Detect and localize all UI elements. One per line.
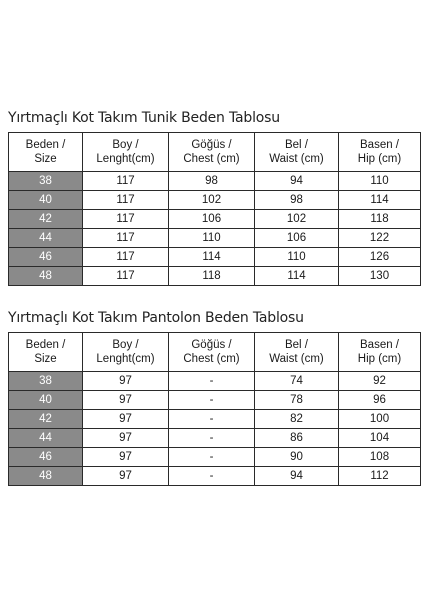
pantolon-header-hip <box>339 333 421 372</box>
pantolon-cell-size: 44 <box>9 429 83 448</box>
table-row <box>9 267 421 286</box>
tunik-header-hip-line: Basen / <box>360 139 399 151</box>
pantolon-header-hip-line: Hip (cm) <box>357 353 402 365</box>
tunik-header-hip-line: Hip (cm) <box>357 153 402 165</box>
tunik-cell-length: 117 <box>83 267 169 286</box>
tunik-cell-waist: 110 <box>255 248 339 267</box>
pantolon-cell-size: 48 <box>9 467 83 486</box>
tunik-cell-length: 117 <box>83 191 169 210</box>
pantolon-header-chest <box>169 333 255 372</box>
tunik-header-length-line: Lenght(cm) <box>96 153 155 165</box>
pantolon-size-table <box>8 332 421 486</box>
pantolon-cell-size: 46 <box>9 448 83 467</box>
pantolon-cell-length: 97 <box>83 467 169 486</box>
pantolon-cell-waist: 74 <box>255 372 339 391</box>
pantolon-cell-length: 97 <box>83 429 169 448</box>
pantolon-cell-length: 97 <box>83 372 169 391</box>
tunik-header-chest-line: Chest (cm) <box>183 153 240 165</box>
tunik-cell-waist: 94 <box>255 172 339 191</box>
pantolon-cell-chest: - <box>169 372 255 391</box>
pantolon-header-row <box>9 333 421 372</box>
tunik-cell-size: 48 <box>9 267 83 286</box>
tunik-table-body <box>9 172 421 286</box>
tunik-cell-waist: 98 <box>255 191 339 210</box>
tunik-header-waist-line: Waist (cm) <box>269 153 324 165</box>
pantolon-header-waist-line: Waist (cm) <box>269 353 324 365</box>
pantolon-header-size-line: Size <box>34 353 57 365</box>
tunik-cell-chest: 106 <box>169 210 255 229</box>
pantolon-cell-chest: - <box>169 429 255 448</box>
pantolon-cell-hip: 112 <box>339 467 421 486</box>
pantolon-header-waist-line: Bel / <box>284 339 308 351</box>
tunik-cell-chest: 114 <box>169 248 255 267</box>
tunik-header-chest <box>169 133 255 172</box>
pantolon-cell-chest: - <box>169 467 255 486</box>
pantolon-cell-waist: 86 <box>255 429 339 448</box>
tunik-header-length-line: Boy / <box>112 139 139 151</box>
pantolon-cell-hip: 104 <box>339 429 421 448</box>
tunik-cell-hip: 130 <box>339 267 421 286</box>
table-row <box>9 210 421 229</box>
tunik-header-waist <box>255 133 339 172</box>
pantolon-table-body <box>9 372 421 486</box>
tunik-cell-hip: 114 <box>339 191 421 210</box>
tunik-header-size-line: Beden / <box>25 139 66 151</box>
table-row <box>9 172 421 191</box>
pantolon-cell-size: 40 <box>9 391 83 410</box>
table-row <box>9 229 421 248</box>
pantolon-header-hip-line: Basen / <box>360 339 399 351</box>
table-row <box>9 248 421 267</box>
tunik-header-length <box>83 133 169 172</box>
pantolon-header-chest-line: Göğüs / <box>191 339 232 351</box>
table-row <box>9 372 421 391</box>
pantolon-cell-size: 42 <box>9 410 83 429</box>
tunik-cell-chest: 110 <box>169 229 255 248</box>
table-row <box>9 467 421 486</box>
pantolon-cell-waist: 94 <box>255 467 339 486</box>
pantolon-header-length <box>83 333 169 372</box>
table-row <box>9 410 421 429</box>
tunik-cell-chest: 118 <box>169 267 255 286</box>
tunik-cell-length: 117 <box>83 172 169 191</box>
pantolon-header-size-line: Beden / <box>25 339 66 351</box>
tunik-cell-size: 38 <box>9 172 83 191</box>
tunik-cell-waist: 102 <box>255 210 339 229</box>
tunik-header-hip <box>339 133 421 172</box>
pantolon-cell-waist: 90 <box>255 448 339 467</box>
pantolon-table-title: Yırtmaçlı Kot Takım Pantolon Beden Tablosu <box>8 310 304 326</box>
tunik-cell-size: 44 <box>9 229 83 248</box>
tunik-cell-length: 117 <box>83 210 169 229</box>
tunik-size-section <box>8 108 420 286</box>
tunik-header-row <box>9 133 421 172</box>
tunik-cell-waist: 114 <box>255 267 339 286</box>
pantolon-header-length-line: Lenght(cm) <box>96 353 155 365</box>
pantolon-cell-chest: - <box>169 410 255 429</box>
pantolon-cell-hip: 108 <box>339 448 421 467</box>
pantolon-cell-size: 38 <box>9 372 83 391</box>
pantolon-header-waist <box>255 333 339 372</box>
pantolon-cell-length: 97 <box>83 410 169 429</box>
pantolon-size-section <box>8 308 420 486</box>
tunik-cell-hip: 118 <box>339 210 421 229</box>
pantolon-cell-hip: 92 <box>339 372 421 391</box>
tunik-cell-size: 42 <box>9 210 83 229</box>
tunik-header-size <box>9 133 83 172</box>
pantolon-cell-hip: 96 <box>339 391 421 410</box>
tunik-cell-hip: 126 <box>339 248 421 267</box>
tunik-cell-hip: 122 <box>339 229 421 248</box>
table-row <box>9 191 421 210</box>
tunik-table-title: Yırtmaçlı Kot Takım Tunik Beden Tablosu <box>8 110 280 126</box>
pantolon-cell-chest: - <box>169 391 255 410</box>
pantolon-cell-chest: - <box>169 448 255 467</box>
pantolon-header-size <box>9 333 83 372</box>
tunik-cell-chest: 98 <box>169 172 255 191</box>
tunik-size-table <box>8 132 421 286</box>
tunik-cell-length: 117 <box>83 229 169 248</box>
tunik-header-waist-line: Bel / <box>284 139 308 151</box>
table-row <box>9 391 421 410</box>
pantolon-cell-waist: 82 <box>255 410 339 429</box>
tunik-cell-chest: 102 <box>169 191 255 210</box>
tunik-cell-size: 40 <box>9 191 83 210</box>
pantolon-cell-waist: 78 <box>255 391 339 410</box>
tunik-header-chest-line: Göğüs / <box>191 139 232 151</box>
pantolon-cell-length: 97 <box>83 448 169 467</box>
table-row <box>9 429 421 448</box>
pantolon-cell-length: 97 <box>83 391 169 410</box>
tunik-header-size-line: Size <box>34 153 57 165</box>
tunik-cell-hip: 110 <box>339 172 421 191</box>
pantolon-cell-hip: 100 <box>339 410 421 429</box>
pantolon-header-length-line: Boy / <box>112 339 139 351</box>
table-row <box>9 448 421 467</box>
tunik-cell-size: 46 <box>9 248 83 267</box>
tunik-cell-waist: 106 <box>255 229 339 248</box>
tunik-cell-length: 117 <box>83 248 169 267</box>
pantolon-header-chest-line: Chest (cm) <box>183 353 240 365</box>
